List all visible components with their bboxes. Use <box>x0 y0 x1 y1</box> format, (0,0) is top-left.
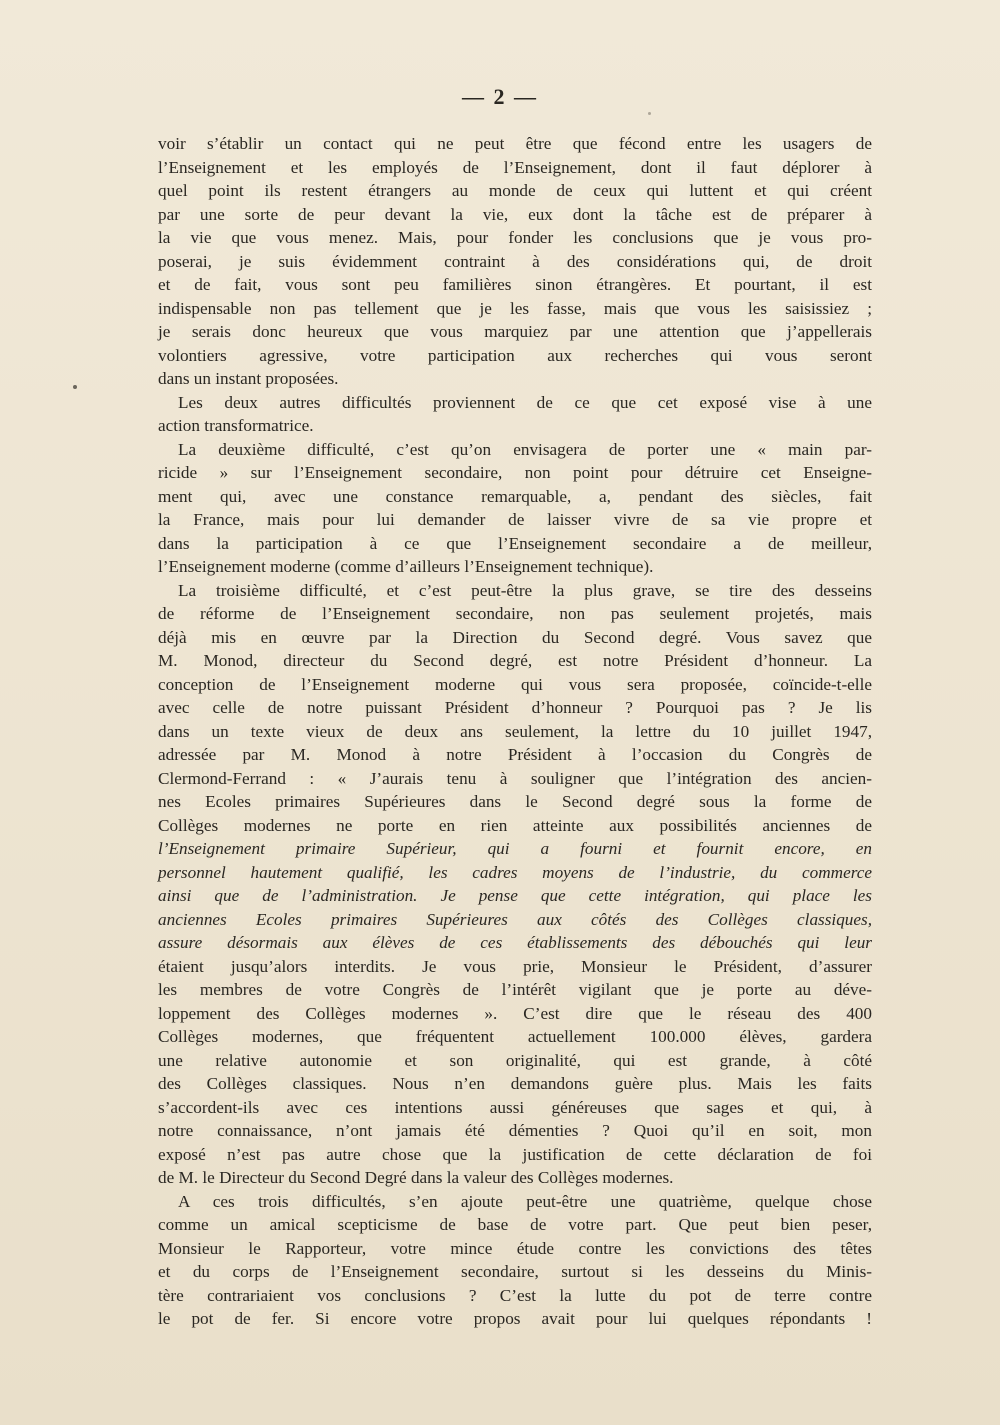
text-line: A ces trois difficultés, s’en ajoute peut-être une quatrième, quelque chose <box>178 1191 872 1211</box>
text-line-italic: assure désormais aux élèves de ces établissements des débouchés qui leur <box>158 933 872 952</box>
document-body <box>158 132 872 1331</box>
paper-speck <box>648 112 651 115</box>
text-line: conception de l’Enseignement moderne qui vous sera proposée, coïncide-t-elle <box>158 674 872 694</box>
margin-mark <box>73 385 77 389</box>
text-line: dans la participation à ce que l’Enseignement secondaire a de meilleur, <box>158 533 872 553</box>
text-line: Collèges modernes ne porte en rien atteinte aux possibilités anciennes de <box>158 815 872 835</box>
text-line: dans un texte vieux de deux ans seulement, la lettre du 10 juillet 1947, <box>158 721 872 741</box>
text-line: Monsieur le Rapporteur, votre mince étude contre les convictions des têtes <box>158 1238 872 1258</box>
text-line: et du corps de l’Enseignement secondaire, surtout si les desseins du Minis- <box>158 1262 872 1281</box>
text-line-italic: personnel hautement qualifié, les cadres moyens de l’industrie, du commerce <box>158 862 872 882</box>
text-line: de réforme de l’Enseignement secondaire, non pas seulement projetés, mais <box>158 604 872 623</box>
text-line: la vie que vous menez. Mais, pour fonder les conclusions que je vous pro- <box>158 228 872 247</box>
text-line: s’accordent-ils avec ces intentions aussi généreuses que sages et qui, à <box>158 1097 872 1117</box>
text-line: action transformatrice. <box>158 416 314 435</box>
text-line: Clermond-Ferrand : « J’aurais tenu à souligner que l’intégration des ancien- <box>158 768 872 788</box>
text-line: nes Ecoles primaires Supérieures dans le Second degré sous la forme de <box>158 792 872 811</box>
text-line: tère contrariaient vos conclusions ? C’est la lutte du pot de terre contre <box>158 1285 872 1305</box>
text-line: déjà mis en œuvre par la Direction du Second degré. Vous savez que <box>158 627 872 647</box>
text-line: les membres de votre Congrès de l’intérêt vigilant que je porte au déve- <box>158 980 872 999</box>
text-line: La troisième difficulté, et c’est peut-être la plus grave, se tire des desseins <box>178 580 872 600</box>
text-line: la France, mais pour lui demander de laisser vivre de sa vie propre et <box>158 510 872 529</box>
text-line: par une sorte de peur devant la vie, eux dont la tâche est de préparer à <box>158 204 872 224</box>
text-line: comme un amical scepticisme de base de votre part. Que peut bien peser, <box>158 1215 872 1234</box>
text-line-italic: anciennes Ecoles primaires Supérieures aux côtés des Collèges classiques, <box>158 909 872 929</box>
text-line: ment qui, avec une constance remarquable, a, pendant des siècles, fait <box>158 486 872 506</box>
text-line: dans un instant proposées. <box>158 369 339 388</box>
text-line: une relative autonomie et son originalité, qui est grande, à côté <box>158 1050 872 1070</box>
text-line: exposé n’est pas autre chose que la justification de cette déclaration de foi <box>158 1144 872 1164</box>
text-line: et de fait, vous sont peu familières sinon étrangères. Et pourtant, il est <box>158 275 872 294</box>
text-line: ricide » sur l’Enseignement secondaire, non point pour détruire cet Enseigne- <box>158 463 872 482</box>
text-line: Les deux autres difficultés proviennent de ce que cet exposé vise à une <box>178 392 872 412</box>
text-line: je serais donc heureux que vous marquiez par une attention que j’appellerais <box>158 322 872 341</box>
text-line: M. Monod, directeur du Second degré, est notre Président d’honneur. La <box>158 651 872 670</box>
page-number: — 2 — <box>462 84 538 109</box>
text-line: étaient jusqu’alors interdits. Je vous prie, Monsieur le Président, d’assurer <box>158 956 872 976</box>
text-line: notre connaissance, n’ont jamais été démenties ? Quoi qu’il en soit, mon <box>158 1121 872 1140</box>
text-line: de M. le Directeur du Second Degré dans la valeur des Collèges modernes. <box>158 1168 674 1187</box>
text-line: indispensable non pas tellement que je les fasse, mais que vous les saisissiez ; <box>158 298 872 318</box>
text-line: volontiers agressive, votre participation aux recherches qui vous seront <box>158 345 872 365</box>
text-line-italic: l’Enseignement primaire Supérieur, qui a fourni et fournit encore, en <box>158 839 872 858</box>
text-line: l’Enseignement moderne (comme d’ailleurs l’Enseignement technique). <box>158 557 654 576</box>
text-line: le pot de fer. Si encore votre propos avait pour lui quelques répondants ! <box>158 1309 872 1328</box>
text-line: quel point ils restent étrangers au monde de ceux qui luttent et qui créent <box>158 181 872 200</box>
text-line: La deuxième difficulté, c’est qu’on envisagera de porter une « main par- <box>178 439 872 459</box>
text-line: avec celle de notre puissant Président d’honneur ? Pourquoi pas ? Je lis <box>158 698 872 717</box>
text-line: voir s’établir un contact qui ne peut être que fécond entre les usagers de <box>158 134 872 153</box>
text-line: Collèges modernes, que fréquentent actuellement 100.000 élèves, gardera <box>158 1027 872 1046</box>
text-line: adressée par M. Monod à notre Président à l’occasion du Congrès de <box>158 745 872 764</box>
text-line: poserai, je suis évidemment contraint à des considérations qui, de droit <box>158 251 872 271</box>
text-line-italic: ainsi que de l’administration. Je pense que cette intégration, qui place les <box>158 886 872 905</box>
text-line: l’Enseignement et les employés de l’Enseignement, dont il faut déplorer à <box>158 157 872 177</box>
text-line: loppement des Collèges modernes ». C’est dire que le réseau des 400 <box>158 1003 872 1023</box>
text-line: des Collèges classiques. Nous n’en demandons guère plus. Mais les faits <box>158 1074 872 1093</box>
